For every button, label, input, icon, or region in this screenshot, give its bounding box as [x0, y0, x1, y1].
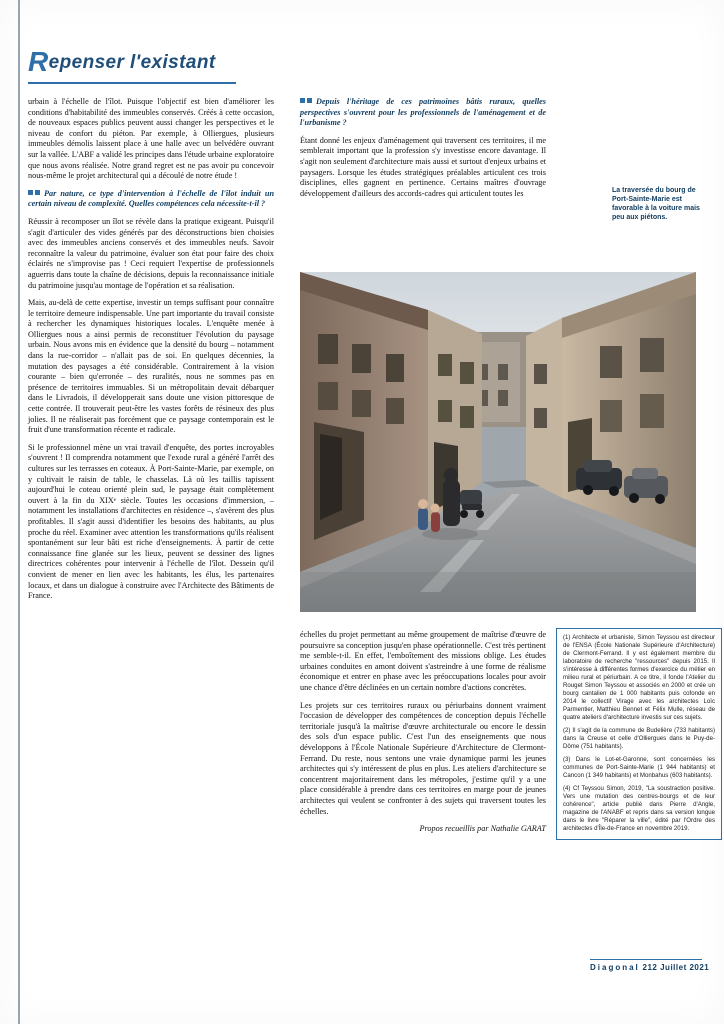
page-title — [28, 46, 216, 77]
square-bullet-icon — [28, 190, 33, 195]
page-footer — [590, 963, 709, 972]
paragraph: Étant donné les enjeux d'aménagement qui traversent ces territoires, il me semblerait important que la profession s'y investisse encore davantage. Il s'agit non seulement d'architecture mais aussi et surtout d'enjeux urbains et paysagers. Lorsque les études stratégiques préalables articulent ces trois disciplines, elles gagnent en pertinence. Certains maîtres d'ouvrage développement d'ailleurs des accords-cadres qui articulent toutes les — [300, 135, 546, 198]
photo-caption: La traversée du bourg de Port-Sainte-Marie est favorable à la voiture mais peu aux piétons. — [612, 187, 700, 221]
footnotes-box — [556, 628, 722, 840]
interview-question — [300, 97, 546, 129]
article-column-right-top — [300, 97, 546, 206]
footer-rule — [590, 959, 702, 960]
article-column-left — [28, 97, 274, 609]
article-byline: Propos recueillis par Nathalie GARAT — [419, 824, 546, 834]
article-photo — [300, 272, 696, 612]
square-bullet-icon — [307, 98, 312, 103]
paragraph: échelles du projet permettant au même groupement de maîtrise d'œuvre de poursuivre sa conception jusqu'en phase opérationnelle. C'est très pertinent me semble-t-il. En effet, l'emboîtement des missions oblige. Les études urbaines conduites en amont doivent s'astreindre à une forme de réalisme économique et entrer en phase avec les préoccupations locales pour avoir une chance d'être déclinées en un certain nombre d'actions concrètes. — [300, 630, 546, 692]
square-bullet-icon — [300, 98, 305, 103]
paragraph: Si le professionnel mène un vrai travail d'enquête, des portes incroyables s'ouvrent ! Il comprendra notamment que l'exode rural a généré l'arrêt des cultures sur les terrasses en coteaux. À Port-Sainte-Marie, par exemple, on y cultivait le raisin de table, le chasselas. Là où les taillis tapissent aujourd'hui le coteau orienté plein sud, le paysage était complètement ouvert à la fin du XIXᵉ siècle. Toutes les occasions d'immersion, – notamment les installations d'architectes en résidence –, s'avèrent des plus profitables. Il s'agit aussi d'identifier les besoins des habitants, au plus proche du réel. Examiner avec attention les transformations qu'ils réalisent spontanément sur leur bâti est riche d'enseignements. À partir de cette connaissance fine glanée sur les lieux, peuvent se dessiner des lignes directrices cohérentes pour intervenir à l'échelle de l'îlot. Dessein qu'il convient de mener en lien avec les habitants, les élus, les partenaires locaux, et dans un dialogue à construire avec l'Architecte des Bâtiments de France. — [28, 442, 274, 601]
paragraph: urbain à l'échelle de l'îlot. Puisque l'objectif est bien d'améliorer les conditions d'habitabilité des immeubles conservés. Créés à cette occasion, de nouveaux espaces publics peuvent aussi changer les perspectives et le niveau de confort du piéton. Par exemple, à Olliergues, plusieurs immeubles démolis laissent place à une halle avec un belvédère ouvrant sur la vallée. L'ABF a validé les principes dans l'étude urbaine exploratoire que nous avons réalisée. Notre grand regret est ne pas avoir pu concevoir nous-même le projet architectural qui a découlé de notre étude ! — [28, 97, 274, 181]
article-column-right-bottom — [300, 630, 546, 842]
footnote-item: (4) Cf Teyssou Simon, 2019, "La soustraction positive. Vers une mutation des centres-bourgs et de leur cohérence", article publié dans Pierre d'Angle, magazine de l'ANABF et repris dans sa version longue dans le livre "Réparer la ville", édité par l'Ordre des architectes d'Île-de-France en novembre 2019. — [563, 785, 715, 832]
interview-question-text: Par nature, ce type d'intervention à l'échelle de l'îlot induit un certain niveau de complexité. Quelles compétences cela nécessite-t-il ? — [28, 188, 274, 209]
footnote-item: (1) Architecte et urbaniste, Simon Teyssou est directeur de l'ENSA (École Nationale Supérieure d'Architecture) de Clermont-Ferrand. Il y est également membre du laboratoire de recherche "ressources" depuis 2015. Il s'intéresse à différentes formes d'exercice du métier en milieu rural et périurbain. A ce titre, il fonde l'Atelier du Rouget Simon Teyssou et associés en 2000 et crée un bourg cantalien de 1 000 habitants puis cofonde en 2014 le collectif Virage avec les architectes Loïc Parmentier, Matthieu Bennet et Félix Mulle, réseau de quatre ateliers d'architecture investis sur ces sujets. — [563, 634, 715, 721]
issue-date: Juillet 2021 — [660, 963, 710, 972]
footnote-item: (2) Il s'agit de la commune de Budelière (733 habitants) dans la Creuse et celle d'Olliergues dans le Puy-de-Dôme (751 habitants). — [563, 727, 715, 750]
square-bullet-icon — [35, 190, 40, 195]
page-title-dropcap: R — [28, 46, 49, 77]
journal-name: Diagonal — [590, 963, 640, 972]
paragraph: Mais, au-delà de cette expertise, investir un temps suffisant pour connaître le territoire demeure indispensable. Une part importante du travail consiste à rechercher les dynamiques historiques locales. L'enquête menée à Olliergues nous a ainsi permis de reconstituer l'évolution du paysage urbain. Nous avons mis en évidence que la densité du bourg – notamment dans la rue-corridor – n'allait pas de soi. En quelques décennies, la mutation des paysages a été considérable. Contrairement à la vision courante – bien qu'erronée – des ruralités, nous ne sommes pas en présence de territoires immuables. Si un métropolitain devait débarquer dans le Livradois, il développerait sans doute une vision pittoresque de cette contrée. Il trouverait peut-être les vastes forêts de résineux des plus jolies. Il ne réaliserait pas forcément que ce paysage contemporain est le fruit d'une transformation récente et radicale. — [28, 298, 274, 435]
paragraph: Les projets sur ces territoires ruraux ou périurbains donnent vraiment l'occasion de développer des compétences de conception depuis l'échelle territoriale jusqu'à la maîtrise d'œuvre architecturale ou encore le dessin des sols d'un espace public. C'est l'un des enseignements que nous développons à l'École Nationale Supérieure d'Architecture de Clermont-Ferrand. Du reste, nous sentons une vraie dynamique parmi les jeunes architectes qui s'y intéressent de plus en plus. Les ateliers d'architecture se concentrent majoritairement dans les métropoles, j'estime qu'il y a une place considérable à prendre dans ces territoires en marge pour de jeunes architectes qui veulent se confronter à des sujets qui traversent toutes les échelles. — [300, 700, 546, 816]
page-title-underline — [28, 82, 236, 84]
page-left-rule — [18, 0, 20, 1024]
footnote-item: (3) Dans le Lot-et-Garonne, sont concernées les communes de Port-Sainte-Marie (1 944 habitants) et Cancon (1 349 habitants) et Monbahus (603 habitants). — [563, 756, 715, 779]
paragraph: Réussir à recomposer un îlot se révèle dans la pratique exigeant. Puisqu'il s'agit d'articuler des vides générés par des déconstructions bien choisies avec des immeubles anciens conservés et des immeubles neufs. Savoir reconnaître la valeur du patrimoine, évaluer son état pour faire des choix éclairés ne s'improvise pas ! Ceci requiert l'expertise de professionnels aguerris dans toute la chaîne de décisions, depuis la reconnaissance initiale du patrimoine jusqu'au montage de l'opération et sa réalisation. — [28, 216, 274, 290]
interview-question — [28, 189, 274, 210]
page-title-text: epenser l'existant — [48, 52, 216, 73]
issue-number: 212 — [642, 963, 658, 972]
photo-illustration — [300, 272, 696, 612]
interview-question-text: Depuis l'héritage de ces patrimoines bâtis ruraux, quelles perspectives s'ouvrent pour les professionnels de l'aménagement et de l'urbanisme ? — [300, 97, 546, 128]
